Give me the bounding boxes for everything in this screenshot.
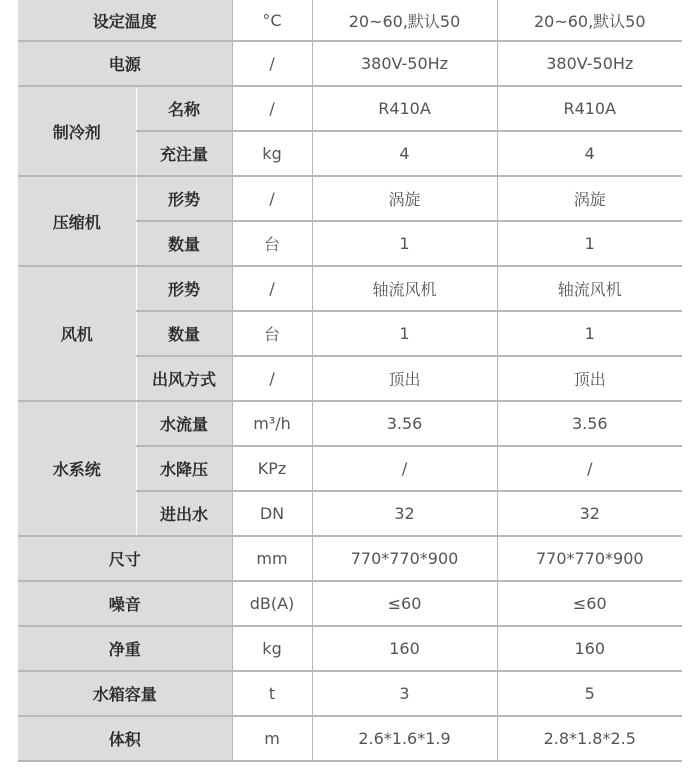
value-cell-model-2: 轴流风机 bbox=[497, 266, 682, 311]
value-cell-model-1: 3.56 bbox=[312, 401, 497, 446]
row-label: 出风方式 bbox=[136, 356, 232, 401]
value-cell-model-2: 5 bbox=[497, 671, 682, 716]
table-row bbox=[18, 581, 682, 626]
unit-cell: kg bbox=[232, 626, 312, 671]
row-label: 水流量 bbox=[136, 401, 232, 446]
row-label: 进出水 bbox=[136, 491, 232, 536]
value-cell-model-2: 1 bbox=[497, 311, 682, 356]
value-cell-model-1: 20~60,默认50 bbox=[312, 0, 497, 41]
unit-cell: m bbox=[232, 716, 312, 761]
value-cell-model-2: 770*770*900 bbox=[497, 536, 682, 581]
unit-cell: DN bbox=[232, 491, 312, 536]
table-row bbox=[18, 266, 682, 311]
table-row bbox=[18, 86, 682, 131]
table-row bbox=[18, 41, 682, 86]
row-label: 名称 bbox=[136, 86, 232, 131]
value-cell-model-2: / bbox=[497, 446, 682, 491]
value-cell-model-2: 160 bbox=[497, 626, 682, 671]
value-cell-model-1: R410A bbox=[312, 86, 497, 131]
row-label: 水降压 bbox=[136, 446, 232, 491]
unit-cell: / bbox=[232, 176, 312, 221]
row-label: 电源 bbox=[18, 41, 232, 86]
value-cell-model-2: 20~60,默认50 bbox=[497, 0, 682, 41]
value-cell-model-1: 1 bbox=[312, 221, 497, 266]
value-cell-model-2: ≤60 bbox=[497, 581, 682, 626]
unit-cell: m³/h bbox=[232, 401, 312, 446]
unit-cell: KPz bbox=[232, 446, 312, 491]
spec-table bbox=[18, 0, 682, 762]
value-cell-model-1: 4 bbox=[312, 131, 497, 176]
table-row bbox=[18, 176, 682, 221]
unit-cell: / bbox=[232, 86, 312, 131]
table-row bbox=[18, 401, 682, 446]
unit-cell: 台 bbox=[232, 311, 312, 356]
row-label: 数量 bbox=[136, 311, 232, 356]
value-cell-model-1: / bbox=[312, 446, 497, 491]
group-label: 风机 bbox=[18, 266, 136, 401]
group-label: 压缩机 bbox=[18, 176, 136, 266]
value-cell-model-2: R410A bbox=[497, 86, 682, 131]
unit-cell: / bbox=[232, 41, 312, 86]
value-cell-model-1: 380V-50Hz bbox=[312, 41, 497, 86]
row-label: 形势 bbox=[136, 266, 232, 311]
unit-cell: t bbox=[232, 671, 312, 716]
table-row bbox=[18, 536, 682, 581]
row-label: 水箱容量 bbox=[18, 671, 232, 716]
table-row bbox=[18, 0, 682, 41]
value-cell-model-1: 32 bbox=[312, 491, 497, 536]
value-cell-model-1: 轴流风机 bbox=[312, 266, 497, 311]
row-label: 体积 bbox=[18, 716, 232, 761]
table-row bbox=[18, 716, 682, 761]
value-cell-model-1: 3 bbox=[312, 671, 497, 716]
value-cell-model-1: 1 bbox=[312, 311, 497, 356]
row-label: 充注量 bbox=[136, 131, 232, 176]
table-row bbox=[18, 626, 682, 671]
value-cell-model-2: 380V-50Hz bbox=[497, 41, 682, 86]
value-cell-model-2: 1 bbox=[497, 221, 682, 266]
value-cell-model-2: 4 bbox=[497, 131, 682, 176]
group-label: 制冷剂 bbox=[18, 86, 136, 176]
value-cell-model-2: 2.8*1.8*2.5 bbox=[497, 716, 682, 761]
row-label: 尺寸 bbox=[18, 536, 232, 581]
unit-cell: °C bbox=[232, 0, 312, 41]
value-cell-model-2: 32 bbox=[497, 491, 682, 536]
unit-cell: / bbox=[232, 356, 312, 401]
value-cell-model-2: 3.56 bbox=[497, 401, 682, 446]
value-cell-model-2: 顶出 bbox=[497, 356, 682, 401]
row-label: 数量 bbox=[136, 221, 232, 266]
unit-cell: / bbox=[232, 266, 312, 311]
value-cell-model-1: 顶出 bbox=[312, 356, 497, 401]
unit-cell: kg bbox=[232, 131, 312, 176]
value-cell-model-1: 2.6*1.6*1.9 bbox=[312, 716, 497, 761]
value-cell-model-1: 涡旋 bbox=[312, 176, 497, 221]
group-label: 水系统 bbox=[18, 401, 136, 536]
value-cell-model-1: ≤60 bbox=[312, 581, 497, 626]
unit-cell: 台 bbox=[232, 221, 312, 266]
row-label: 设定温度 bbox=[18, 0, 232, 41]
row-label: 噪音 bbox=[18, 581, 232, 626]
table-row bbox=[18, 671, 682, 716]
value-cell-model-1: 160 bbox=[312, 626, 497, 671]
row-label: 净重 bbox=[18, 626, 232, 671]
value-cell-model-2: 涡旋 bbox=[497, 176, 682, 221]
value-cell-model-1: 770*770*900 bbox=[312, 536, 497, 581]
unit-cell: dB(A) bbox=[232, 581, 312, 626]
row-label: 形势 bbox=[136, 176, 232, 221]
unit-cell: mm bbox=[232, 536, 312, 581]
